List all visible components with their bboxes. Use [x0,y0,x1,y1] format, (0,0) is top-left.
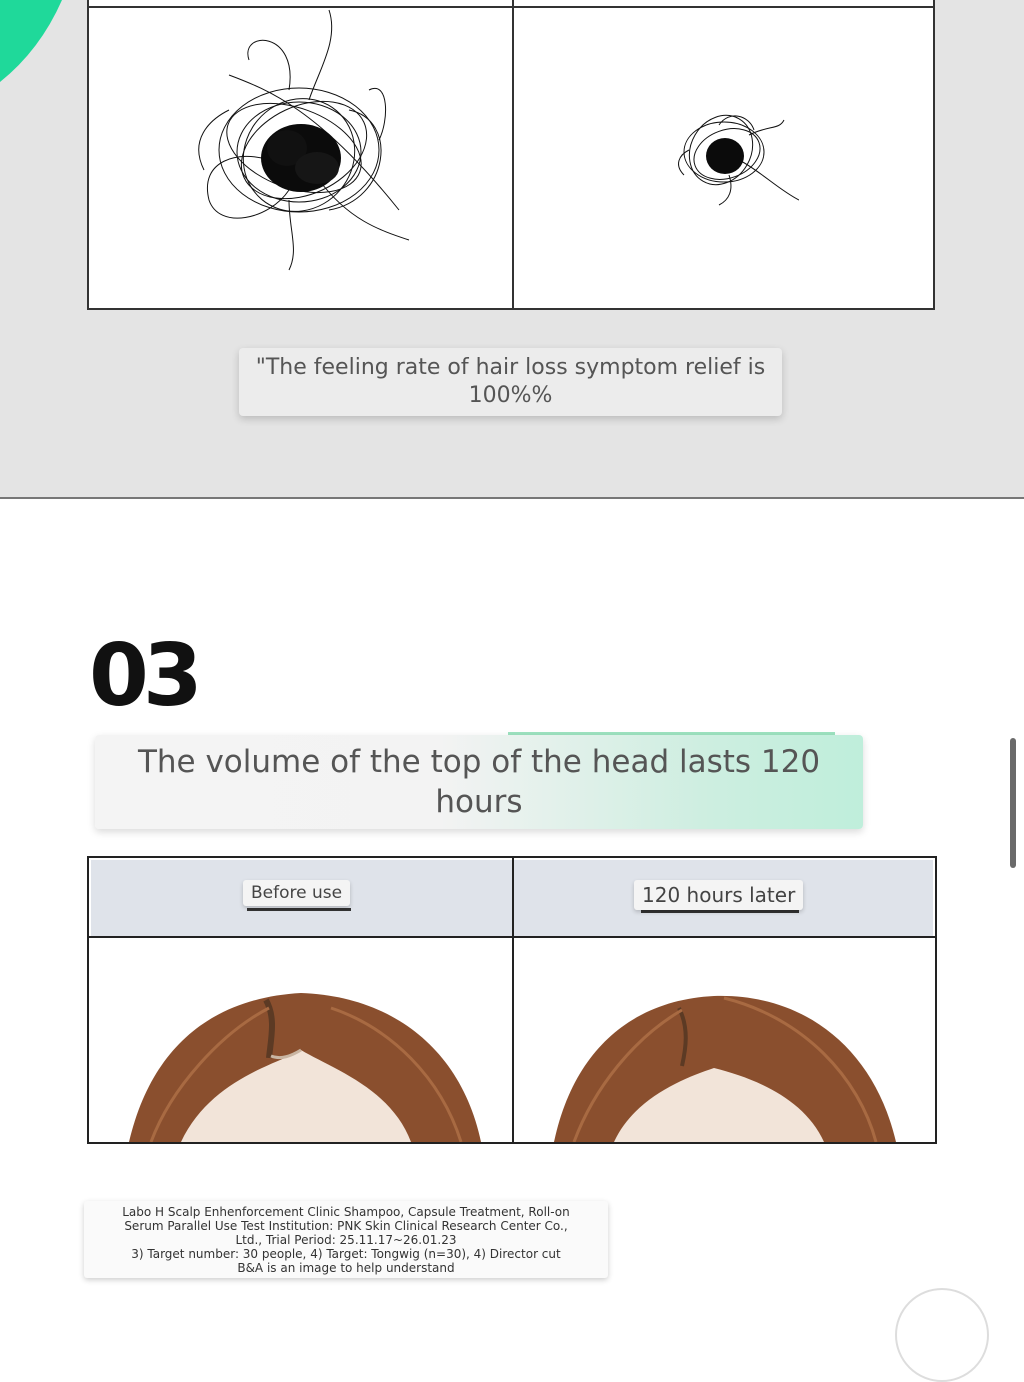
after-label: 120 hours later [634,880,803,910]
green-arc-decoration [0,0,80,90]
footnote-box [84,1201,608,1278]
section-number: 03 [89,626,197,726]
floating-button-outline[interactable] [895,1288,989,1382]
head-before-image [91,938,512,1142]
hair-clump-before-image [149,0,449,300]
head-after-image [514,938,933,1142]
scrollbar-thumb[interactable] [1010,738,1016,868]
volume-comparison-table [87,856,937,1144]
label-underlay [247,908,351,911]
hair-loss-comparison-table [87,0,935,310]
headline-box [95,735,863,829]
before-use-label: Before use [243,880,350,906]
hair-clump-after-image [659,80,799,220]
label-underlay [641,910,799,913]
hair-loss-section [0,0,1024,499]
results-caption-box [239,348,782,416]
table-column-divider [512,0,514,308]
section-headline: The volume of the top of the head lasts 120 hours [137,744,821,820]
footnote-text: Labo H Scalp Enhenforcement Clinic Shampoo, Capsule Treatment, Roll-on Serum Parallel Use Test Institution: PNK Skin Clinical Research Center Co., Ltd., Trial Period: 25.11.17~26.01.23 3) Target number: 30 people, 4) Target: Tongwig (n=30), 4) Director cut B&A is an image to help understand [122,1204,570,1275]
results-caption: "The feeling rate of hair loss symptom relief is 100%% [255,355,766,408]
